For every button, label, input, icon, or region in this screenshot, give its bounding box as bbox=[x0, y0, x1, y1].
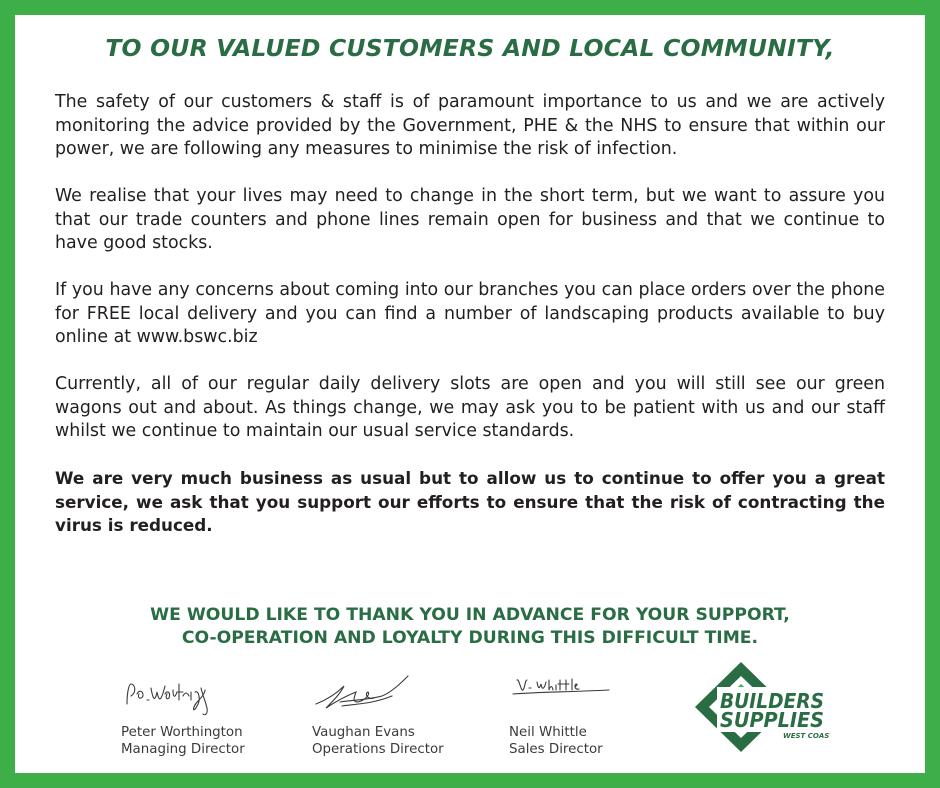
logo-line-3: WEST COAST bbox=[783, 732, 830, 740]
signatory-role: Sales Director bbox=[509, 742, 603, 757]
page-title: TO OUR VALUED CUSTOMERS AND LOCAL COMMUNITY, bbox=[105, 34, 835, 62]
notice-body bbox=[55, 91, 885, 561]
signatory-name: Neil Whittle bbox=[509, 725, 587, 740]
paragraph-delivery-orders: If you have any concerns about coming into our branches you can place orders over the phone for FREE local delivery and you can find a number of landscaping products available to buy online at www.bswc.biz bbox=[55, 280, 885, 347]
signatory-role: Managing Director bbox=[121, 742, 245, 757]
thank-you-message bbox=[15, 604, 925, 650]
thank-you-line-1: WE WOULD LIKE TO THANK YOU IN ADVANCE FOR YOUR SUPPORT, bbox=[150, 605, 790, 625]
paragraph-safety: The safety of our customers & staff is of paramount importance to us and we are actively monitoring the advice provided by the Government, PHE & the NHS to ensure that within our power, we are following any measures to minimise the risk of infection. bbox=[55, 92, 885, 159]
signature-peter-worthington bbox=[121, 670, 231, 720]
signature-neil-whittle bbox=[509, 670, 619, 720]
signature-vaughan-evans bbox=[312, 670, 422, 720]
logo-line-1: BUILDERS bbox=[720, 689, 824, 713]
paragraph-business-as-usual: We are very much business as usual but to allow us to continue to offer you a great service, we ask that you support our efforts to ensure that the risk of contracting the virus is reduced. bbox=[55, 468, 885, 535]
signatory-1 bbox=[121, 670, 301, 758]
paragraph-business-open: We realise that your lives may need to change in the short term, but we want to assure you that our trade counters and phone lines remain open for business and that we continue to have good stocks. bbox=[55, 186, 885, 253]
builders-supplies-logo bbox=[680, 660, 830, 755]
signatory-2 bbox=[312, 670, 492, 758]
signatory-3 bbox=[509, 670, 689, 758]
signatory-name: Peter Worthington bbox=[121, 725, 243, 740]
signatory-name: Vaughan Evans bbox=[312, 725, 415, 740]
paragraph-delivery-slots: Currently, all of our regular daily delivery slots are open and you will still see our green wagons out and about. As things change, we may ask you to be patient with us and our staff whilst we continue to maintain our usual service standards. bbox=[55, 374, 885, 441]
thank-you-line-2: CO-OPERATION AND LOYALTY DURING THIS DIFFICULT TIME. bbox=[181, 628, 759, 648]
diamond-logo-mark bbox=[680, 660, 830, 755]
signatory-role: Operations Director bbox=[312, 742, 444, 757]
logo-line-2: SUPPLIES bbox=[720, 708, 824, 732]
